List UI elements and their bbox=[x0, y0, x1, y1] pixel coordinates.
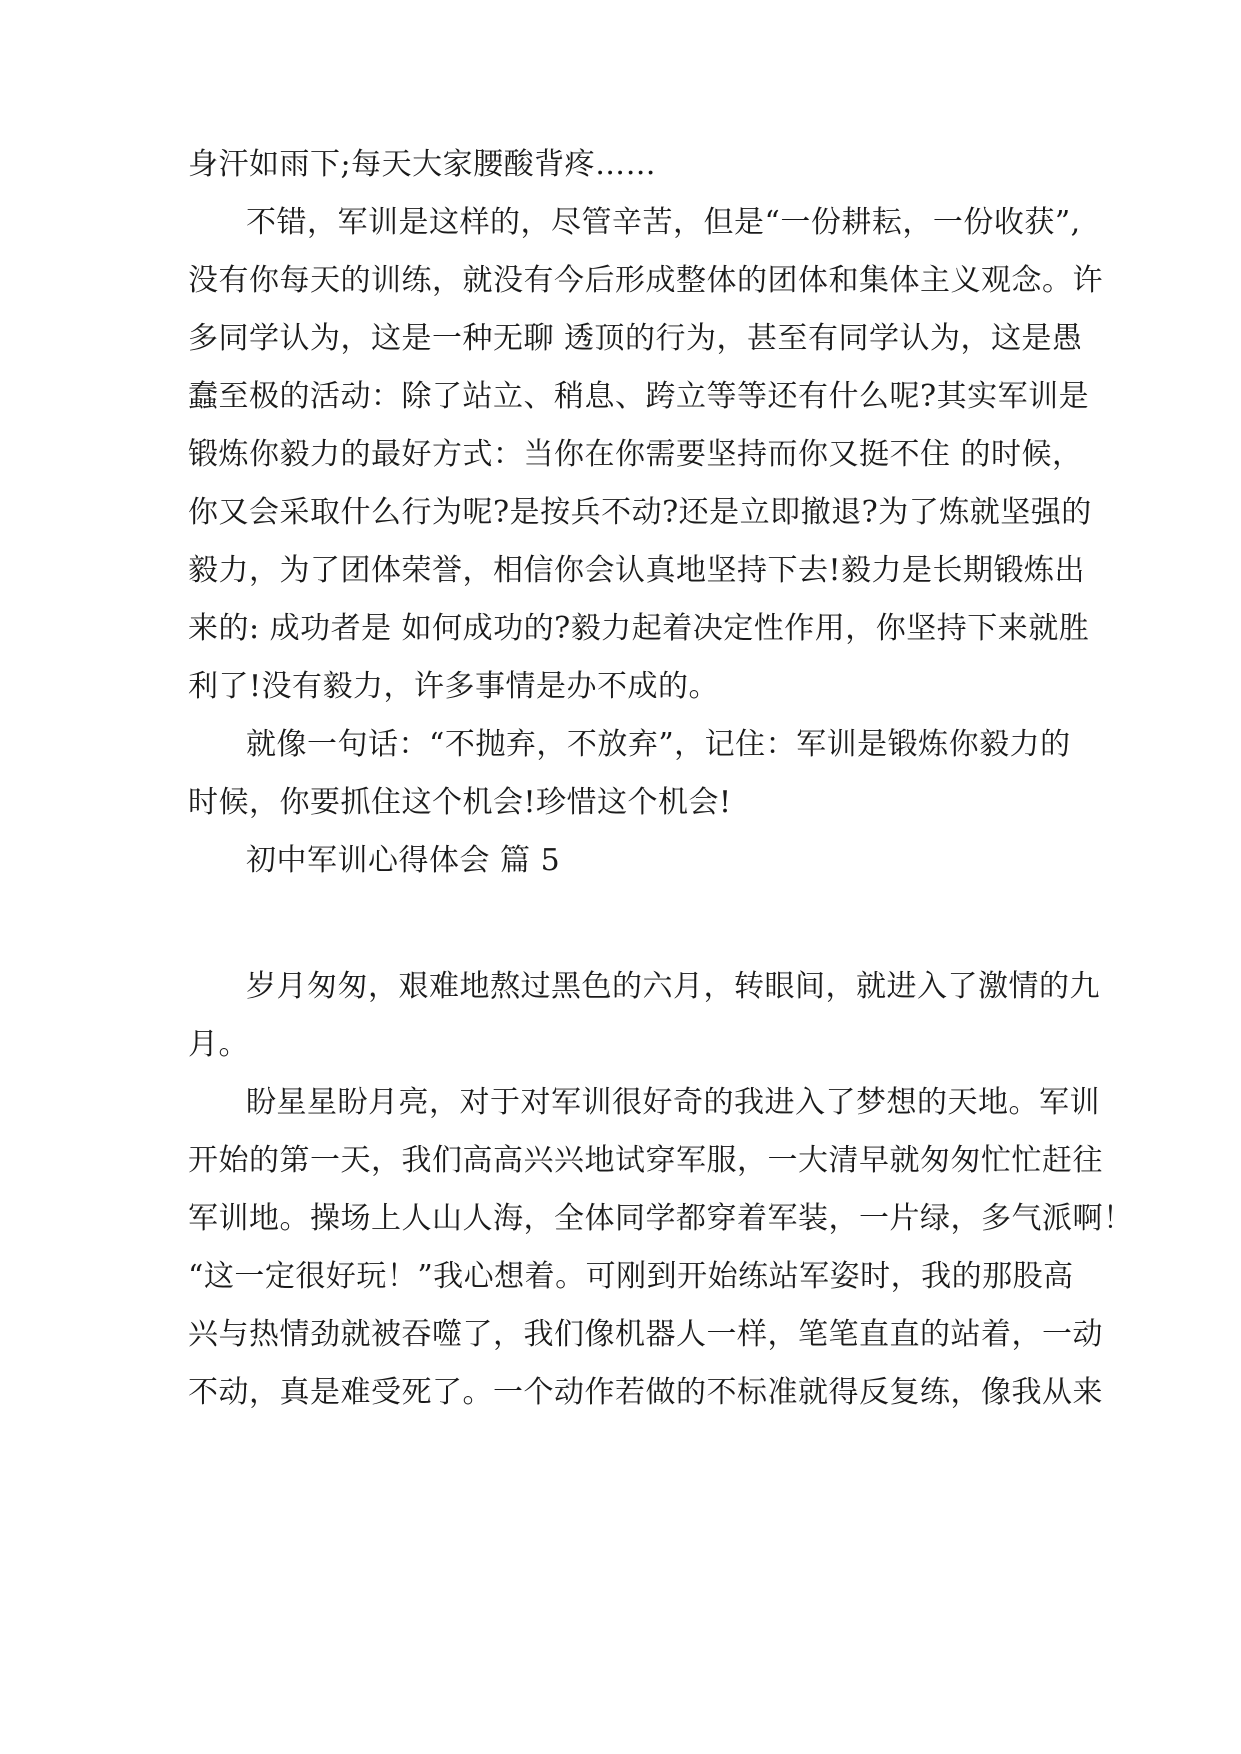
text-line: 军训地。操场上人山人海，全体同学都穿着军装，一片绿，多气派啊！ bbox=[188, 1201, 1134, 1236]
text-line: 锻炼你毅力的最好方式：当你在你需要坚持而你又挺不住 的时候， bbox=[188, 437, 1083, 472]
text-line: 没有你每天的训练，就没有今后形成整体的团体和集体主义观念。许 bbox=[188, 263, 1103, 298]
text-line: 月。 bbox=[188, 1027, 249, 1062]
text-line: 多同学认为，这是一种无聊 透顶的行为，甚至有同学认为，这是愚 bbox=[188, 321, 1083, 356]
text-line: 蠢至极的活动：除了站立、稍息、跨立等等还有什么呢?其实军训是 bbox=[188, 379, 1090, 414]
text-line: 身汗如雨下;每天大家腰酸背疼…… bbox=[188, 147, 657, 182]
text-line: 毅力，为了团体荣誉，相信你会认真地坚持下去!毅力是长期锻炼出 bbox=[188, 553, 1086, 588]
paragraph-start-line: 盼星星盼月亮，对于对军训很好奇的我进入了梦想的天地。军训 bbox=[246, 1085, 1100, 1120]
text-line: 开始的第一天，我们高高兴兴地试穿军服，一大清早就匆匆忙忙赶往 bbox=[188, 1143, 1103, 1178]
paragraph-start-line: 不错，军训是这样的，尽管辛苦，但是“一份耕耘，一份收获”, bbox=[246, 205, 1081, 240]
text-line: 你又会采取什么行为呢?是按兵不动?还是立即撤退?为了炼就坚强的 bbox=[188, 495, 1092, 530]
text-line: 利了!没有毅力，许多事情是办不成的。 bbox=[188, 669, 720, 704]
text-line: 时候，你要抓住这个机会!珍惜这个机会! bbox=[188, 785, 732, 820]
text-line: “这一定很好玩！”我心想着。可刚到开始练站军姿时，我的那股高 bbox=[188, 1259, 1074, 1294]
paragraph-start-line: 岁月匆匆，艰难地熬过黑色的六月，转眼间，就进入了激情的九 bbox=[246, 969, 1100, 1004]
text-line: 兴与热情劲就被吞噬了，我们像机器人一样，笔笔直直的站着，一动 bbox=[188, 1317, 1103, 1352]
paragraph-start-line: 就像一句话：“不抛弃，不放弃”，记住：军训是锻炼你毅力的 bbox=[246, 727, 1071, 762]
text-line: 来的: 成功者是 如何成功的?毅力起着决定性作用，你坚持下来就胜 bbox=[188, 611, 1090, 646]
text-line: 不动，真是难受死了。一个动作若做的不标准就得反复练，像我从来 bbox=[188, 1375, 1103, 1410]
section-heading: 初中军训心得体会 篇 5 bbox=[246, 843, 561, 878]
